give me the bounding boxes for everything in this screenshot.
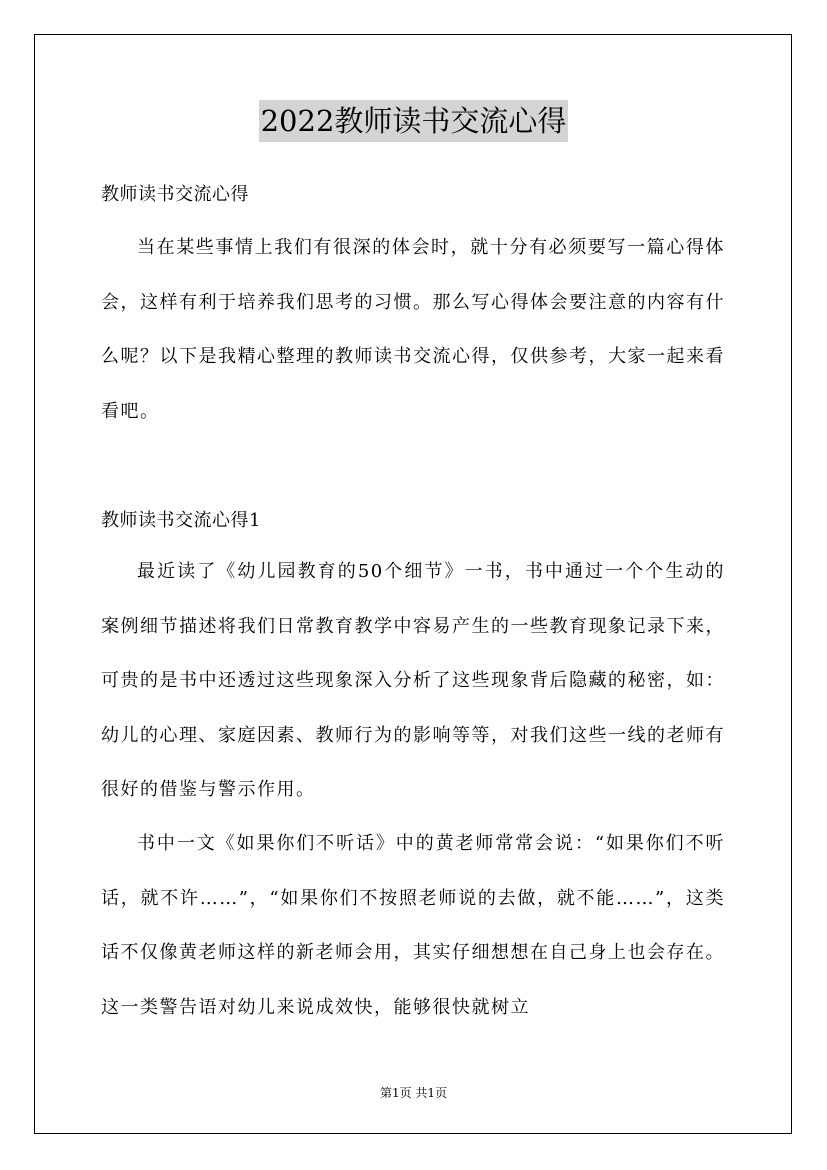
page-footer: 第1页 共1页	[379, 1086, 448, 1100]
intro-paragraph: 当在某些事情上我们有很深的体会时，就十分有必须要写一篇心得体会，这样有利于培养我们思考的习惯。那么写心得体会要注意的内容有什么呢？以下是我精心整理的教师读书交流心得，仅供参考，大家一起来看看吧。	[101, 237, 725, 422]
document-title: 2022教师读书交流心得	[259, 100, 569, 142]
intro-subtitle: 教师读书交流心得	[101, 184, 249, 205]
title-container	[0, 100, 827, 142]
section-paragraph-1: 最近读了《幼儿园教育的50个细节》一书，书中通过一个个生动的案例细节描述将我们日常教育教学中容易产生的一些教育现象记录下来，可贵的是书中还透过这些现象深入分析了这些现象背后隐藏的秘密，如：幼儿的心理、家庭因素、教师行为的影响等等，对我们这些一线的老师有很好的借鉴与警示作用。	[101, 561, 725, 800]
section-paragraph-2: 书中一文《如果你们不听话》中的黄老师常常会说：“如果你们不听话，就不许……”，“如果你们不按照老师说的去做，就不能……”，这类话不仅像黄老师这样的新老师会用，其实仔细想想在自己身上也会存在。这一类警告语对幼儿来说成效快，能够很快就树立	[101, 833, 725, 1018]
section-heading: 教师读书交流心得1	[101, 510, 261, 531]
